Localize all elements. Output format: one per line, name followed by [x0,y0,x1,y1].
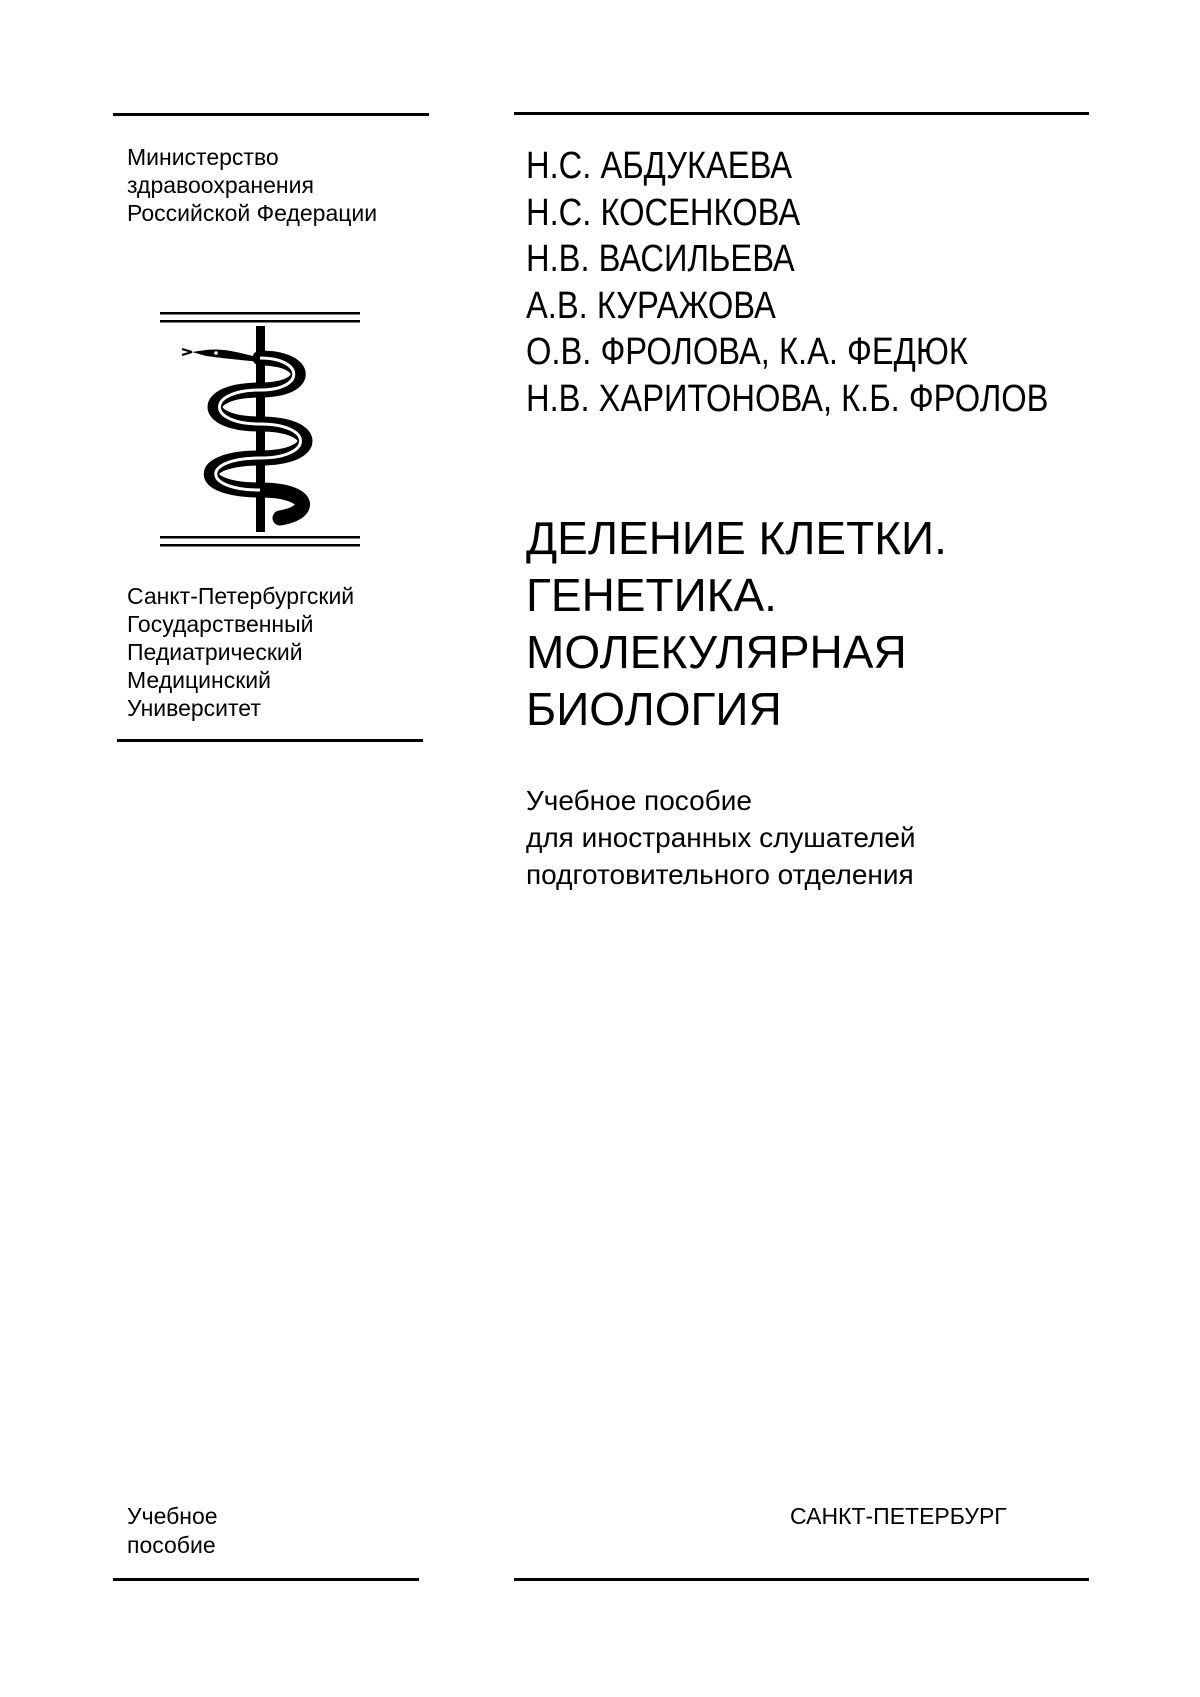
series-label [127,1502,218,1560]
university-name [127,582,354,722]
university-line: Санкт-Петербургский [127,583,355,609]
book-title-line: ДЕЛЕНИЕ КЛЕТКИ. [526,512,947,564]
top-left-rule [113,113,429,116]
university-line: Государственный [127,611,314,637]
series-label-line: Учебное [127,1503,218,1529]
mid-left-rule [117,739,423,742]
university-line: Педиатрический [127,639,303,665]
top-right-rule [514,112,1089,115]
book-title [526,510,947,738]
book-title-line: БИОЛОГИЯ [526,683,782,735]
series-label-line: пособие [127,1532,216,1558]
university-line: Университет [127,695,261,721]
author-line: Н.С. АБДУКАЕВА [526,145,793,187]
asclepius-serpent-emblem-icon [160,312,360,548]
book-title-line: МОЛЕКУЛЯРНАЯ [526,626,907,678]
authors-list [526,143,1134,422]
book-subtitle-line: Учебное пособие [526,785,752,816]
author-line: О.В. ФРОЛОВА, К.А. ФЕДЮК [526,331,968,373]
publication-city: САНКТ-ПЕТЕРБУРГ [790,1503,1007,1529]
ministry-line: Российской Федерации [127,200,378,226]
bottom-right-rule [514,1578,1089,1581]
university-line: Медицинский [127,667,271,693]
author-line: Н.В. ВАСИЛЬЕВА [526,238,795,280]
ministry-name [127,143,377,227]
author-line: Н.С. КОСЕНКОВА [526,191,801,234]
book-subtitle [526,782,916,893]
bottom-left-rule [113,1578,419,1581]
ministry-line: здравоохранения [127,172,314,198]
ministry-line: Министерство [127,144,279,170]
author-line: А.В. КУРАЖОВА [526,284,776,327]
book-title-line: ГЕНЕТИКА. [526,569,777,621]
book-subtitle-line: подготовительного отделения [526,859,914,890]
book-subtitle-line: для иностранных слушателей [526,822,916,853]
author-line: Н.В. ХАРИТОНОВА, К.Б. ФРОЛОВ [526,377,1049,420]
